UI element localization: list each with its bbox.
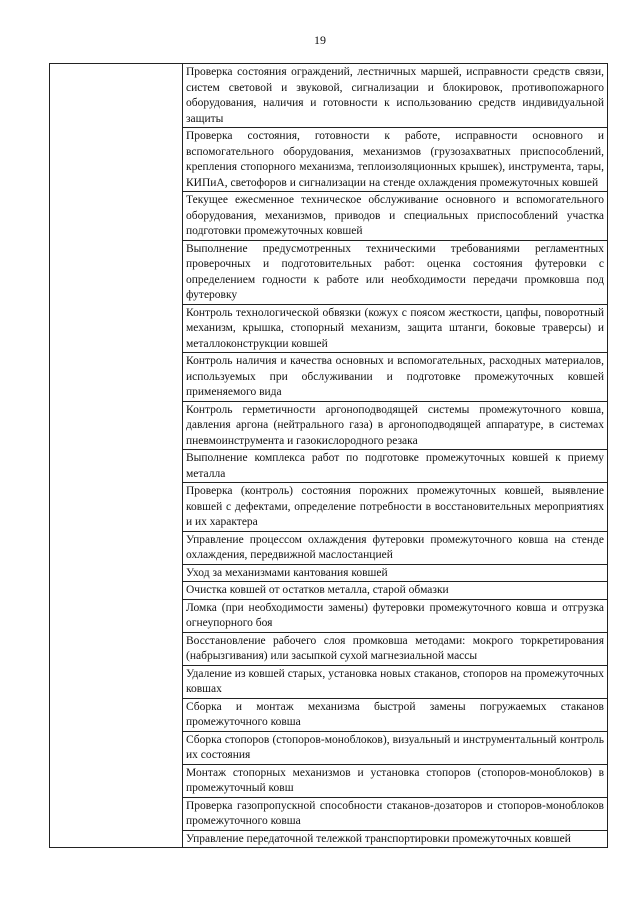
task-cell: Контроль герметичности аргоноподводящей системы промежуточного ковша, давления аргона (нейтрального газа) в аргоноподводящей аппаратуре, в системах пневмоинструмента и газокислородного резака	[183, 401, 608, 450]
task-cell: Управление процессом охлаждения футеровки промежуточного ковша на стенде охлаждения, передвижной маслостанцией	[183, 531, 608, 564]
task-cell: Контроль технологической обвязки (кожух с поясом жесткости, цапфы, поворотный механизм, крышка, стопорный механизм, защита штанги, боковые траверсы) и металлоконструкции ковшей	[183, 304, 608, 353]
function-cell	[50, 64, 183, 848]
task-cell: Управление передаточной тележкой транспортировки промежуточных ковшей	[183, 830, 608, 848]
task-cell: Проверка (контроль) состояния порожних промежуточных ковшей, выявление ковшей с дефектами, определение потребности в восстановительных мероприятиях и их характера	[183, 483, 608, 532]
task-cell: Уход за механизмами кантования ковшей	[183, 564, 608, 582]
task-cell: Сборка стопоров (стопоров-моноблоков), визуальный и инструментальный контроль их состояния	[183, 731, 608, 764]
task-cell: Проверка газопропускной способности стаканов-дозаторов и стопоров-моноблоков промежуточного ковша	[183, 797, 608, 830]
table-body	[50, 64, 608, 848]
task-cell: Текущее ежесменное техническое обслуживание основного и вспомогательного оборудования, механизмов, приводов и специальных приспособлений участка подготовки промежуточных ковшей	[183, 192, 608, 241]
table-row	[50, 64, 608, 128]
task-cell: Удаление из ковшей старых, установка новых стаканов, стопоров на промежуточных ковшах	[183, 665, 608, 698]
task-cell: Ломка (при необходимости замены) футеровки промежуточного ковша и отгрузка огнеупорного боя	[183, 599, 608, 632]
task-cell: Монтаж стопорных механизмов и установка стопоров (стопоров-моноблоков) в промежуточный ковш	[183, 764, 608, 797]
task-cell: Восстановление рабочего слоя промковша методами: мокрого торкретирования (набрызгивания) или засыпкой сухой магнезиальной массы	[183, 632, 608, 665]
task-cell: Контроль наличия и качества основных и вспомогательных, расходных материалов, используемых при обслуживании и подготовке промежуточных ковшей применяемого вида	[183, 353, 608, 402]
labor-actions-table	[49, 63, 608, 848]
task-cell: Проверка состояния ограждений, лестничных маршей, исправности средств связи, систем световой и звуковой, сигнализации и блокировок, противопожарного оборудования, наличия и готовности к использованию средств индивидуальной защиты	[183, 64, 608, 128]
task-cell: Проверка состояния, готовности к работе, исправности основного и вспомогательного оборудования, механизмов (грузозахватных приспособлений, крепления стопорного механизма, теплоизоляционных крышек), инструмента, тары, КИПиА, светофоров и сигнализации на стенде охлаждения промежуточных ковшей	[183, 128, 608, 192]
task-cell: Выполнение комплекса работ по подготовке промежуточных ковшей к приему металла	[183, 450, 608, 483]
task-cell: Сборка и монтаж механизма быстрой замены погружаемых стаканов промежуточного ковша	[183, 698, 608, 731]
page-number: 19	[314, 33, 326, 47]
task-cell: Выполнение предусмотренных техническими требованиями регламентных проверочных и подготовительных работ: оценка состояния футеровки с определением годности к работе или необходимости передачи промковша под футеровку	[183, 240, 608, 304]
task-cell: Очистка ковшей от остатков металла, старой обмазки	[183, 582, 608, 600]
